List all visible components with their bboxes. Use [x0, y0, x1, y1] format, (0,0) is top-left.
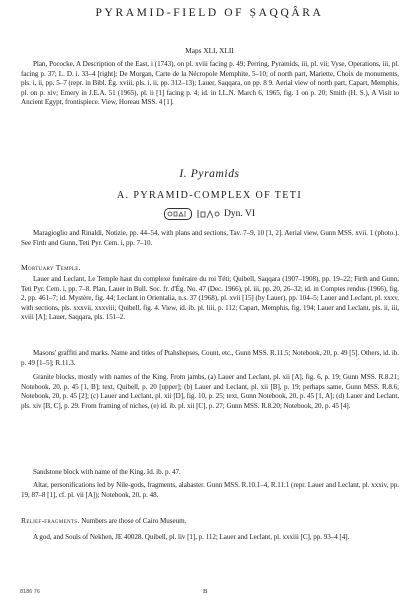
relief-fragments-note: Numbers are those of Cairo Museum.: [81, 517, 187, 525]
mortuary-temple-paragraph: Lauer and Leclant, Le Temple haut du complexe funéraire du roi Téti; Quibell, Saqqara (1907–1908), pp. 19–22; Firth and Gunn, Teti Pyr. Cem. i, pp. 7–8. Plan, Lauer in Bull. Soc. fr. d'Ég. No. 47 (Dec. 1966), pl. iii, pp. 20, 26–32; id. in Comptes rendus (1966), fig. 2, pp. 461–7; id. Mystère, fig. 44; Leclant in Orientalia, n.s. 37 (1968), pl. xvii [15] (by Lauer), pp. 104–5; Lauer and Leclant, pl. xxxv, with sections, pls. xxxvii, xxxviii; Quibell, fig. 4. View, id. ib. pl. liii, p. 112; Capart, Memphis, fig. 194; Lauer and Leclant, pls. ii, iii, xviii [A]; Lauer, Saqqara, pls. 151–2.: [21, 275, 399, 321]
sandstone-block-paragraph: Sandstone block with name of the King. Id. ib. p. 47.: [33, 468, 181, 476]
masons-graffiti-paragraph: Masons' graffiti and marks. Name and titles of Ptahshepses, Count, etc., Gunn MSS. R.11.5; Notebook, 20, p. 49 [5]. Others, id. ib. p. 49 [1–5]; R.11.3.: [21, 349, 399, 367]
mortuary-temple-label: [21, 263, 399, 274]
relief-fragments-heading: Relief-fragments.: [21, 516, 80, 525]
mortuary-temple-heading: Mortuary Temple.: [21, 263, 81, 272]
teti-bibliography: Maragioglio and Rinaldi, Notizie, pp. 44–54, with plans and sections, Tav. 7–9, 10 [1, 2]. Aerial view, Gunn MSS. xvii. 1 (photo.). See Firth and Gunn, Teti Pyr. Cem. i, pp. 7–10.: [21, 229, 399, 247]
section-heading: I. Pyramids: [179, 168, 240, 180]
subsection-heading: A. PYRAMID-COMPLEX OF TETI: [116, 190, 303, 201]
granite-blocks-paragraph: Granite blocks, mostly with names of the King. From jambs, (a) Lauer and Leclant, pl. xii [A], fig. 6, p. 19; Gunn MSS. R.8.21; Notebook, 20, p. 45 [1, B]; text, Quibell, p. 20 [upper]; (b) Lauer and Leclant, pl. xii [B], p. 19; perhaps same, Gunn MSS. R.8.6; Notebook, 20, p. 45 [2]; (c) Lauer and Leclant, pl. xii [D], fig. 10, p. 25; text, Gunn Notebook, 20, p. 45 [1, A]; (d) Lauer and Leclant, pls. xiv [B, C], p. 29. From framing of niches, (e) id. ib. pl. xii [C], p. 27; Gunn MSS. R.8.20; Notebook, 20, p. 45 [4].: [21, 373, 399, 410]
hieroglyph-icon: [196, 209, 220, 219]
dynasty-label: Dyn. VI: [224, 209, 255, 219]
printer-code: 8186 76: [20, 589, 40, 595]
dynasty-line: [0, 208, 419, 220]
signature-mark: B: [203, 588, 208, 595]
maps-reference: Maps XLI, XLII: [185, 46, 234, 55]
relief-fragments-line: [21, 516, 399, 527]
plans-paragraph: Plan, Pococke, A Description of the East, i (1743), on pl. xviii facing p. 49; Perring, Pyramids, iii, pl. vii; Vyse, Operations, iii, pl. facing p. 37; L. D. i. 33–4 [right]; De Morgan, Carte de la Nécropole Memphite, 5–10; of north part, Mariette, Choix de monuments, pls. i, ii, pp. 5–7 (repr. in Bibl. Ég. xviii, pls. i, ii, pp. 312–13); Lauer, Saqqara, on pp. 8 9. Aerial view of north part, Capart, Memphis, pl. on p. xiv; Emery in J.E.A. 51 (1965), pl. ii [1] facing p. 4; id. in I.L.N. March 6, 1965, fig. 1 on p. 20; Smith (H. S.), A Visit to Ancient Egypt, frontispiece. View, Horeau MSS. 4 [1].: [21, 60, 399, 106]
cartouche-icon: [164, 208, 192, 220]
god-relief-paragraph: A god, and Souls of Nekhen, JE 40028. Quibell, pl. liv [1], p. 112; Lauer and Leclant, pl. xxxiii [C], pp. 93–4 [4].: [33, 533, 350, 541]
altar-paragraph: Altar, personifications led by Nile-gods, fragments, alabaster. Gunn MSS. R.10.1–4, R.11.1 (repr. Lauer and Leclant, pl. xxxiv, pp. 19, 87–8 [1], cf. pl. vii [A]); Notebook, 20, p. 48.: [21, 481, 399, 499]
running-head: PYRAMID-FIELD OF ṢAQQÂRA: [95, 7, 324, 19]
